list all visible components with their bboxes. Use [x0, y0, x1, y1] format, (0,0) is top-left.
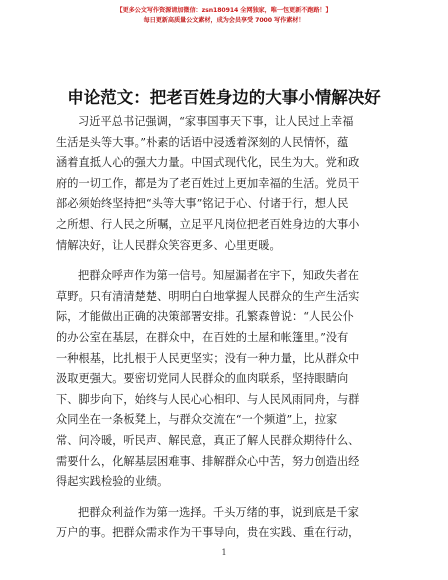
text-line: 情解决好，让人民群众笑容更多、心里更暖。: [56, 238, 281, 252]
document-body: [56, 112, 394, 554]
text-line: 需要什么，化解基层困难事、排解群众心中苦，努力创造出经: [56, 454, 360, 468]
paragraph-3: [56, 503, 394, 544]
text-line: 部必须始终坚持把“头等大事”铭记于心、付诸于行，想人民: [56, 197, 349, 211]
paragraph-1: [56, 112, 394, 256]
text-line: 把群众利益作为第一选择。千头万绪的事，说到底是千家: [78, 505, 359, 519]
text-line: 涵着直抵人心的强大力量。中国式现代化，民生为大。党和政: [56, 156, 360, 170]
banner-line-membership: 每日更新高质量公文素材，成为会员享受 7000 写作素材！: [143, 17, 305, 24]
text-line: 府的一切工作，都是为了老百姓过上更加幸福的生活。党员干: [56, 176, 360, 190]
text-line: 众同坐在一条板凳上，与群众交流在“一个频道”上，拉家: [56, 413, 338, 427]
document-title: 申论范文：把老百姓身边的大事小情解决好: [67, 88, 381, 107]
text-line: 一种根基，比扎根于人民更坚实；没有一种力量，比从群众中: [56, 351, 360, 365]
text-line: 把群众呼声作为第一信号。知屋漏者在宇下，知政失者在: [78, 269, 359, 283]
text-line: 之所想、行人民之所嘱，立足平凡岗位把老百姓身边的大事小: [56, 217, 360, 231]
text-line: 的办公室在基层，在群众中，在百姓的土屋和帐篷里。”没有: [56, 330, 349, 344]
text-line: 生活是头等大事。”朴素的话语中浸透着深刻的人民情怀，蕴: [56, 135, 349, 149]
banner-line-resources: 【更多公文写作资源请加微信：zsn180914 全网独家，唯一包更新不跑路！】: [116, 7, 332, 14]
header-banner: [0, 6, 448, 26]
text-line: 下、脚步向下，始终与人民心心相印、与人民风雨同舟，与群: [56, 392, 360, 406]
text-line: 常、问冷暖，听民声、解民意，真正了解人民群众期待什么、: [56, 433, 360, 447]
text-line: 际，才能做出正确的决策部署安排。孔繁森曾说：“人民公仆: [56, 310, 354, 324]
paragraph-2: [56, 266, 394, 493]
text-line: 万户的事。把群众需求作为干事导向，贵在实践、重在行动，: [56, 526, 360, 540]
text-line: 习近平总书记强调，“家事国事天下事，让人民过上幸福: [78, 115, 354, 128]
text-line: 得起实践检验的业绩。: [56, 475, 169, 489]
page-number: 1: [221, 548, 227, 557]
text-line: 草野。只有清清楚楚、明明白白地掌握人民群众的生产生活实: [56, 289, 360, 303]
text-line: 汲取更强大。要密切党同人民群众的血肉联系，坚持眼睛向: [56, 372, 349, 386]
